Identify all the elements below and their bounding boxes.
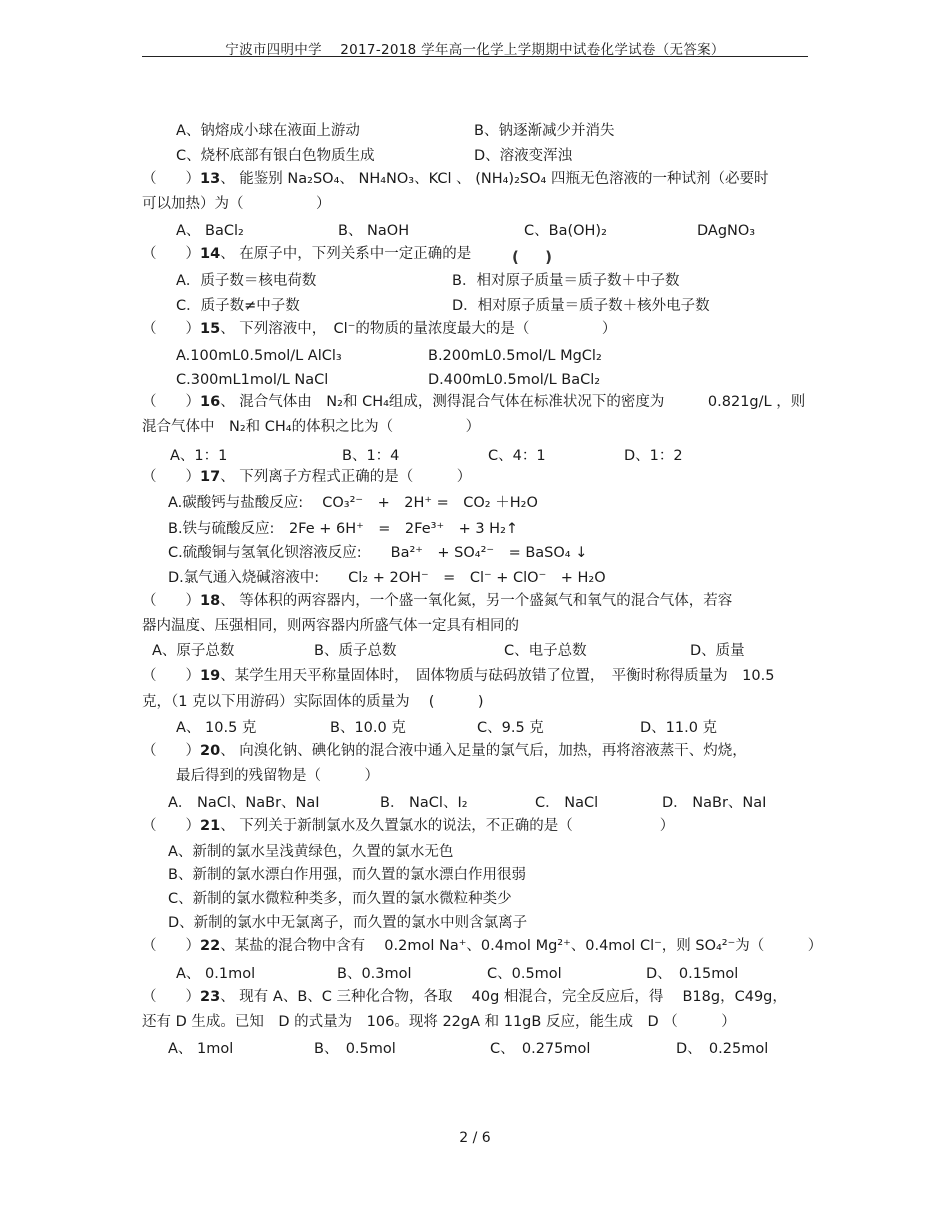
q23-stem-cont: 还有 D 生成。已知 D 的式量为 106。现将 22gA 和 11gB 反应，能生成 D （ ） [142, 1014, 736, 1030]
answer-blank: （ ） [142, 321, 200, 337]
question-text: 、 能鉴别 Na₂SO₄、 NH₄NO₃、KCl 、 (NH₄)₂SO₄ 四瓶无色溶液的一种试剂（必要时 [220, 171, 769, 187]
q20-option-b: B． NaCl、I₂ [380, 795, 468, 811]
question-text: 、 下列关于新制氯水及久置氯水的说法，不正确的是（ ） [220, 818, 675, 834]
q18-option-c: C、电子总数 [504, 643, 587, 659]
q14-option-b: B．相对原子质量＝质子数＋中子数 [452, 273, 680, 289]
answer-blank: （ ） [142, 989, 200, 1005]
q15-option-d: D.400mL0.5mol/L BaCl₂ [428, 372, 601, 388]
question-text: 、某学生用天平称量固体时， 固体物质与砝码放错了位置， 平衡时称得质量为 10.5 [220, 668, 775, 684]
question-text: 、 在原子中，下列关系中一定正确的是 [220, 246, 472, 262]
q17-option-d: D.氯气通入烧碱溶液中: Cl₂ + 2OH⁻ = Cl⁻ + ClO⁻ + H₂O [168, 570, 606, 586]
page-header: 宁波市四明中学 2017-2018 学年高一化学上学期期中试卷化学试卷（无答案） [225, 42, 725, 58]
answer-blank: （ ） [142, 394, 200, 410]
question-number: 13 [200, 171, 221, 187]
q23-option-d: D、 0.25mol [676, 1041, 769, 1057]
q17-option-c: C.硫酸铜与氢氧化钡溶液反应: Ba²⁺ + SO₄²⁻ = BaSO₄ ↓ [168, 545, 588, 561]
q13-option-b: B、 NaOH [338, 223, 410, 239]
answer-blank: （ ） [142, 818, 200, 834]
q21-stem [142, 817, 674, 835]
q16-option-d: D、1：2 [624, 448, 683, 464]
q13-stem-cont: 可以加热）为（ ） [142, 196, 331, 212]
q17-option-b: B.铁与硫酸反应: 2Fe + 6H⁺ = 2Fe³⁺ + 3 H₂↑ [168, 521, 519, 537]
q21-option-b: B、新制的氯水漂白作用强，而久置的氯水漂白作用很弱 [168, 867, 526, 883]
question-text: 、 混合气体由 N₂和 CH₄组成，测得混合气体在标准状况下的密度为 0.821g/L ，则 [220, 394, 806, 410]
q19-option-d: D、11.0 克 [640, 720, 718, 736]
q14-stem [142, 245, 471, 263]
q15-option-a: A.100mL0.5mol/L AlCl₃ [176, 348, 342, 364]
question-number: 20 [200, 743, 221, 759]
q17-option-a: A.碳酸钙与盐酸反应: CO₃²⁻ + 2H⁺ = CO₂ ＋H₂O [168, 495, 538, 511]
q12-option-b: B、钠逐渐减少并消失 [474, 123, 615, 139]
q23-option-c: C、 0.275mol [490, 1041, 591, 1057]
q19-option-a: A、 10.5 克 [176, 720, 257, 736]
answer-blank: （ ） [142, 668, 200, 684]
q19-option-c: C、9.5 克 [477, 720, 544, 736]
q13-option-d: DAgNO₃ [697, 223, 756, 239]
q12-option-a: A、钠熔成小球在液面上游动 [176, 123, 360, 139]
question-text: 、某盐的混合物中含有 0.2mol Na⁺、0.4mol Mg²⁺、0.4mol Cl⁻，则 SO₄²⁻为（ ） [220, 938, 823, 954]
q15-option-c: C.300mL1mol/L NaCl [176, 372, 329, 388]
q22-option-d: D、 0.15mol [646, 966, 739, 982]
question-number: 23 [200, 989, 221, 1005]
q20-option-a: A． NaCl、NaBr、NaI [168, 795, 320, 811]
q18-stem [142, 592, 732, 610]
question-number: 18 [200, 593, 221, 609]
header-rule [142, 56, 808, 57]
q18-option-b: B、质子总数 [314, 643, 397, 659]
q16-option-b: B、1：4 [342, 448, 400, 464]
q22-stem [142, 937, 822, 955]
q13-stem [142, 170, 768, 188]
q15-option-b: B.200mL0.5mol/L MgCl₂ [428, 348, 602, 364]
question-text: 、 下列离子方程式正确的是（ ） [220, 469, 472, 485]
q18-stem-cont: 器内温度、压强相同，则两容器内所盛气体一定具有相同的 [142, 618, 519, 634]
q19-option-b: B、10.0 克 [330, 720, 406, 736]
q17-stem [142, 468, 471, 486]
page-number: 2 / 6 [459, 1130, 491, 1146]
q23-option-a: A、 1mol [168, 1041, 234, 1057]
q21-option-c: C、新制的氯水微粒种类多，而久置的氯水微粒种类少 [168, 891, 512, 907]
q13-option-c: C、Ba(OH)₂ [524, 223, 607, 239]
q16-option-c: C、4：1 [488, 448, 546, 464]
question-text: 、 现有 A、B、C 三种化合物，各取 40g 相混合，完全反应后，得 B18g，C49g， [220, 989, 787, 1005]
q19-stem [142, 667, 774, 685]
q20-option-c: C． NaCl [535, 795, 599, 811]
question-text: 、 向溴化钠、碘化钠的混合液中通入足量的氯气后，加热，再将溶液蒸干、灼烧， [220, 743, 747, 759]
q21-option-d: D、新制的氯水中无氯离子，而久置的氯水中则含氯离子 [168, 915, 528, 931]
question-text: 、 下列溶液中， Cl⁻的物质的量浓度最大的是（ ） [220, 321, 617, 337]
q20-option-d: D． NaBr、NaI [662, 795, 767, 811]
q13-option-a: A、 BaCl₂ [176, 223, 244, 239]
question-number: 22 [200, 938, 221, 954]
q14-option-d: D．相对原子质量＝质子数＋核外电子数 [452, 298, 710, 314]
question-number: 16 [200, 394, 221, 410]
q21-option-a: A、新制的氯水呈浅黄绿色，久置的氯水无色 [168, 844, 454, 860]
q19-stem-cont: 克，（1 克以下用游码）实际固体的质量为 ( ) [142, 694, 484, 710]
answer-blank: （ ） [142, 469, 200, 485]
question-number: 17 [200, 469, 221, 485]
q12-option-d: D、溶液变浑浊 [474, 148, 573, 164]
q18-option-a: A、原子总数 [152, 643, 235, 659]
question-text: 、 等体积的两容器内，一个盛一氧化氮，另一个盛氮气和氧气的混合气体，若容 [220, 593, 733, 609]
question-number: 21 [200, 818, 221, 834]
q16-stem-cont: 混合气体中 N₂和 CH₄的体积之比为（ ） [142, 419, 481, 435]
q23-stem [142, 988, 787, 1006]
q22-option-b: B、0.3mol [337, 966, 412, 982]
q23-option-b: B、 0.5mol [314, 1041, 396, 1057]
q16-option-a: A、1：1 [170, 448, 228, 464]
q20-stem [142, 742, 747, 760]
question-number: 14 [200, 246, 221, 262]
answer-blank: （ ） [142, 246, 200, 262]
answer-blank: （ ） [142, 938, 200, 954]
q22-option-a: A、 0.1mol [176, 966, 256, 982]
q14-option-c: C．质子数≠中子数 [176, 298, 300, 314]
q12-option-c: C、烧杯底部有银白色物质生成 [176, 148, 375, 164]
q22-option-c: C、0.5mol [487, 966, 562, 982]
q14-option-a: A．质子数＝核电荷数 [176, 273, 317, 289]
question-number: 15 [200, 321, 221, 337]
q18-option-d: D、质量 [690, 643, 745, 659]
q14-paren: ( ) [512, 248, 554, 266]
q15-stem [142, 320, 616, 338]
answer-blank: （ ） [142, 593, 200, 609]
answer-blank: （ ） [142, 743, 200, 759]
answer-blank: （ ） [142, 171, 200, 187]
q20-stem-cont: 最后得到的残留物是（ ） [176, 768, 379, 784]
question-number: 19 [200, 668, 221, 684]
q16-stem [142, 393, 805, 411]
